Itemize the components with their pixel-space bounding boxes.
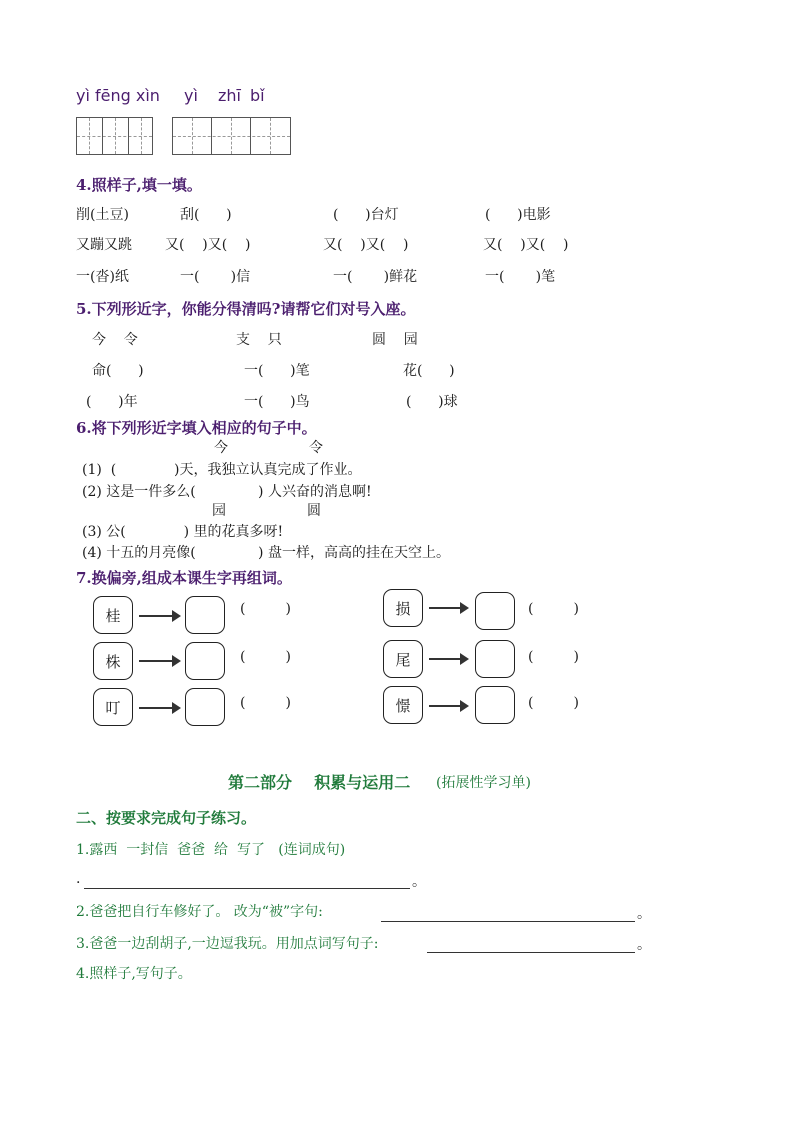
- writing-grid-1[interactable]: [76, 117, 153, 155]
- q4-r2-c2: 又( )又( ): [165, 237, 251, 253]
- q7-source-char-box: [383, 589, 423, 627]
- pinyin-yi: yì: [184, 86, 198, 105]
- q7-source-char: 憬: [395, 696, 411, 715]
- q7-paren: ( ): [528, 695, 579, 711]
- q5-r1-c2: 一( )笔: [244, 363, 310, 379]
- q4-r3-c2: 一( )信: [180, 269, 251, 285]
- q4-r1-c3: ( )台灯: [333, 207, 399, 223]
- q7-source-char: 株: [105, 652, 121, 671]
- q7-title: 7.换偏旁,组成本课生字再组词。: [76, 569, 292, 587]
- sec2-item-4: 4.照样子,写句子。: [76, 966, 192, 982]
- q7-answer-box[interactable]: [475, 592, 515, 630]
- q6-hint-ling: 令: [309, 440, 323, 456]
- sec2-item-3: 3.爸爸一边刮胡子,一边逗我玩。用加点词写句子:: [76, 936, 379, 952]
- sec2-item-3-end: 。: [637, 937, 651, 953]
- pinyin-yi-feng-xin: yì fēng xìn: [76, 86, 160, 105]
- q4-r3-c1: 一(沓)纸: [76, 269, 129, 285]
- sec2-item-1-prefix: .: [76, 871, 81, 887]
- q7-source-char: 损: [395, 599, 411, 618]
- pinyin-zhi: zhī: [218, 86, 241, 105]
- q5-r2-c2: 一( )鸟: [244, 394, 310, 410]
- q4-r2-c4: 又( )又( ): [483, 237, 569, 253]
- q7-paren: ( ): [240, 649, 291, 665]
- q6-sentence-2: (2) 这是一件多么( ) 人兴奋的消息啊!: [82, 484, 372, 500]
- q5-r2-c1: ( )年: [86, 394, 138, 410]
- q7-paren: ( ): [528, 601, 579, 617]
- q5-pair-3: 圆 园: [372, 332, 418, 348]
- q7-source-char-box: [93, 642, 133, 680]
- q4-r1-c4: ( )电影: [485, 207, 551, 223]
- part2-title: 第二部分 积累与运用二: [228, 773, 411, 792]
- arrow-icon: [429, 658, 467, 660]
- arrow-icon: [139, 660, 179, 662]
- q4-r1-c2: 刮( ): [180, 207, 232, 223]
- arrow-icon: [139, 707, 179, 709]
- q7-answer-box[interactable]: [475, 686, 515, 724]
- pinyin-bi: bǐ: [250, 86, 265, 105]
- q4-r2-c3: 又( )又( ): [323, 237, 409, 253]
- q5-title: 5.下列形近字，你能分得清吗?请帮它们对号入座。: [76, 300, 416, 318]
- q7-answer-box[interactable]: [185, 596, 225, 634]
- q6-title: 6.将下列形近字填入相应的句子中。: [76, 419, 317, 437]
- sec2-item-1-end: 。: [412, 874, 426, 890]
- q5-r2-c3: ( )球: [406, 394, 458, 410]
- q5-pair-2: 支 只: [236, 332, 282, 348]
- q7-paren: ( ): [528, 649, 579, 665]
- q6-hint-yuan-garden: 园: [212, 503, 226, 519]
- part2-subtitle: (拓展性学习单): [436, 775, 531, 791]
- q7-answer-box[interactable]: [185, 642, 225, 680]
- q7-source-char: 桂: [105, 606, 121, 625]
- q7-source-char-box: [383, 686, 423, 724]
- q5-r1-c3: 花( ): [403, 363, 455, 379]
- q4-r2-c1: 又蹦又跳: [76, 237, 132, 253]
- arrow-icon: [429, 607, 467, 609]
- q6-hint-jin: 今: [214, 440, 228, 456]
- answer-line-1[interactable]: [84, 887, 410, 889]
- q4-r3-c4: 一( )笔: [485, 269, 556, 285]
- q7-paren: ( ): [240, 695, 291, 711]
- q7-source-char: 叮: [105, 698, 121, 717]
- answer-line-3[interactable]: [427, 951, 635, 953]
- q7-paren: ( ): [240, 601, 291, 617]
- q6-sentence-4: (4) 十五的月亮像( ) 盘一样，高高的挂在天空上。: [82, 545, 450, 561]
- q7-source-char: 尾: [395, 650, 411, 669]
- q7-answer-box[interactable]: [475, 640, 515, 678]
- sec2-title: 二、按要求完成句子练习。: [76, 809, 257, 827]
- arrow-icon: [139, 615, 179, 617]
- answer-line-2[interactable]: [381, 920, 635, 922]
- arrow-icon: [429, 705, 467, 707]
- q6-hint-yuan-round: 圆: [307, 503, 321, 519]
- q4-r3-c3: 一( )鲜花: [333, 269, 418, 285]
- q7-source-char-box: [93, 596, 133, 634]
- q7-source-char-box: [383, 640, 423, 678]
- q4-r1-c1: 削(土豆): [76, 207, 129, 223]
- q5-r1-c1: 命( ): [92, 363, 144, 379]
- q5-pair-1: 今 令: [92, 332, 138, 348]
- q7-answer-box[interactable]: [185, 688, 225, 726]
- q7-source-char-box: [93, 688, 133, 726]
- writing-grid-2[interactable]: [172, 117, 291, 155]
- sec2-item-2: 2.爸爸把自行车修好了。 改为“被”字句:: [76, 904, 323, 920]
- sec2-item-1: 1.露西 一封信 爸爸 给 写了 (连词成句): [76, 842, 346, 858]
- q6-sentence-1: (1) ( )天，我独立认真完成了作业。: [82, 462, 362, 478]
- sec2-item-2-end: 。: [637, 906, 651, 922]
- q4-title: 4.照样子,填一填。: [76, 176, 202, 194]
- q6-sentence-3: (3) 公( ) 里的花真多呀!: [82, 524, 284, 540]
